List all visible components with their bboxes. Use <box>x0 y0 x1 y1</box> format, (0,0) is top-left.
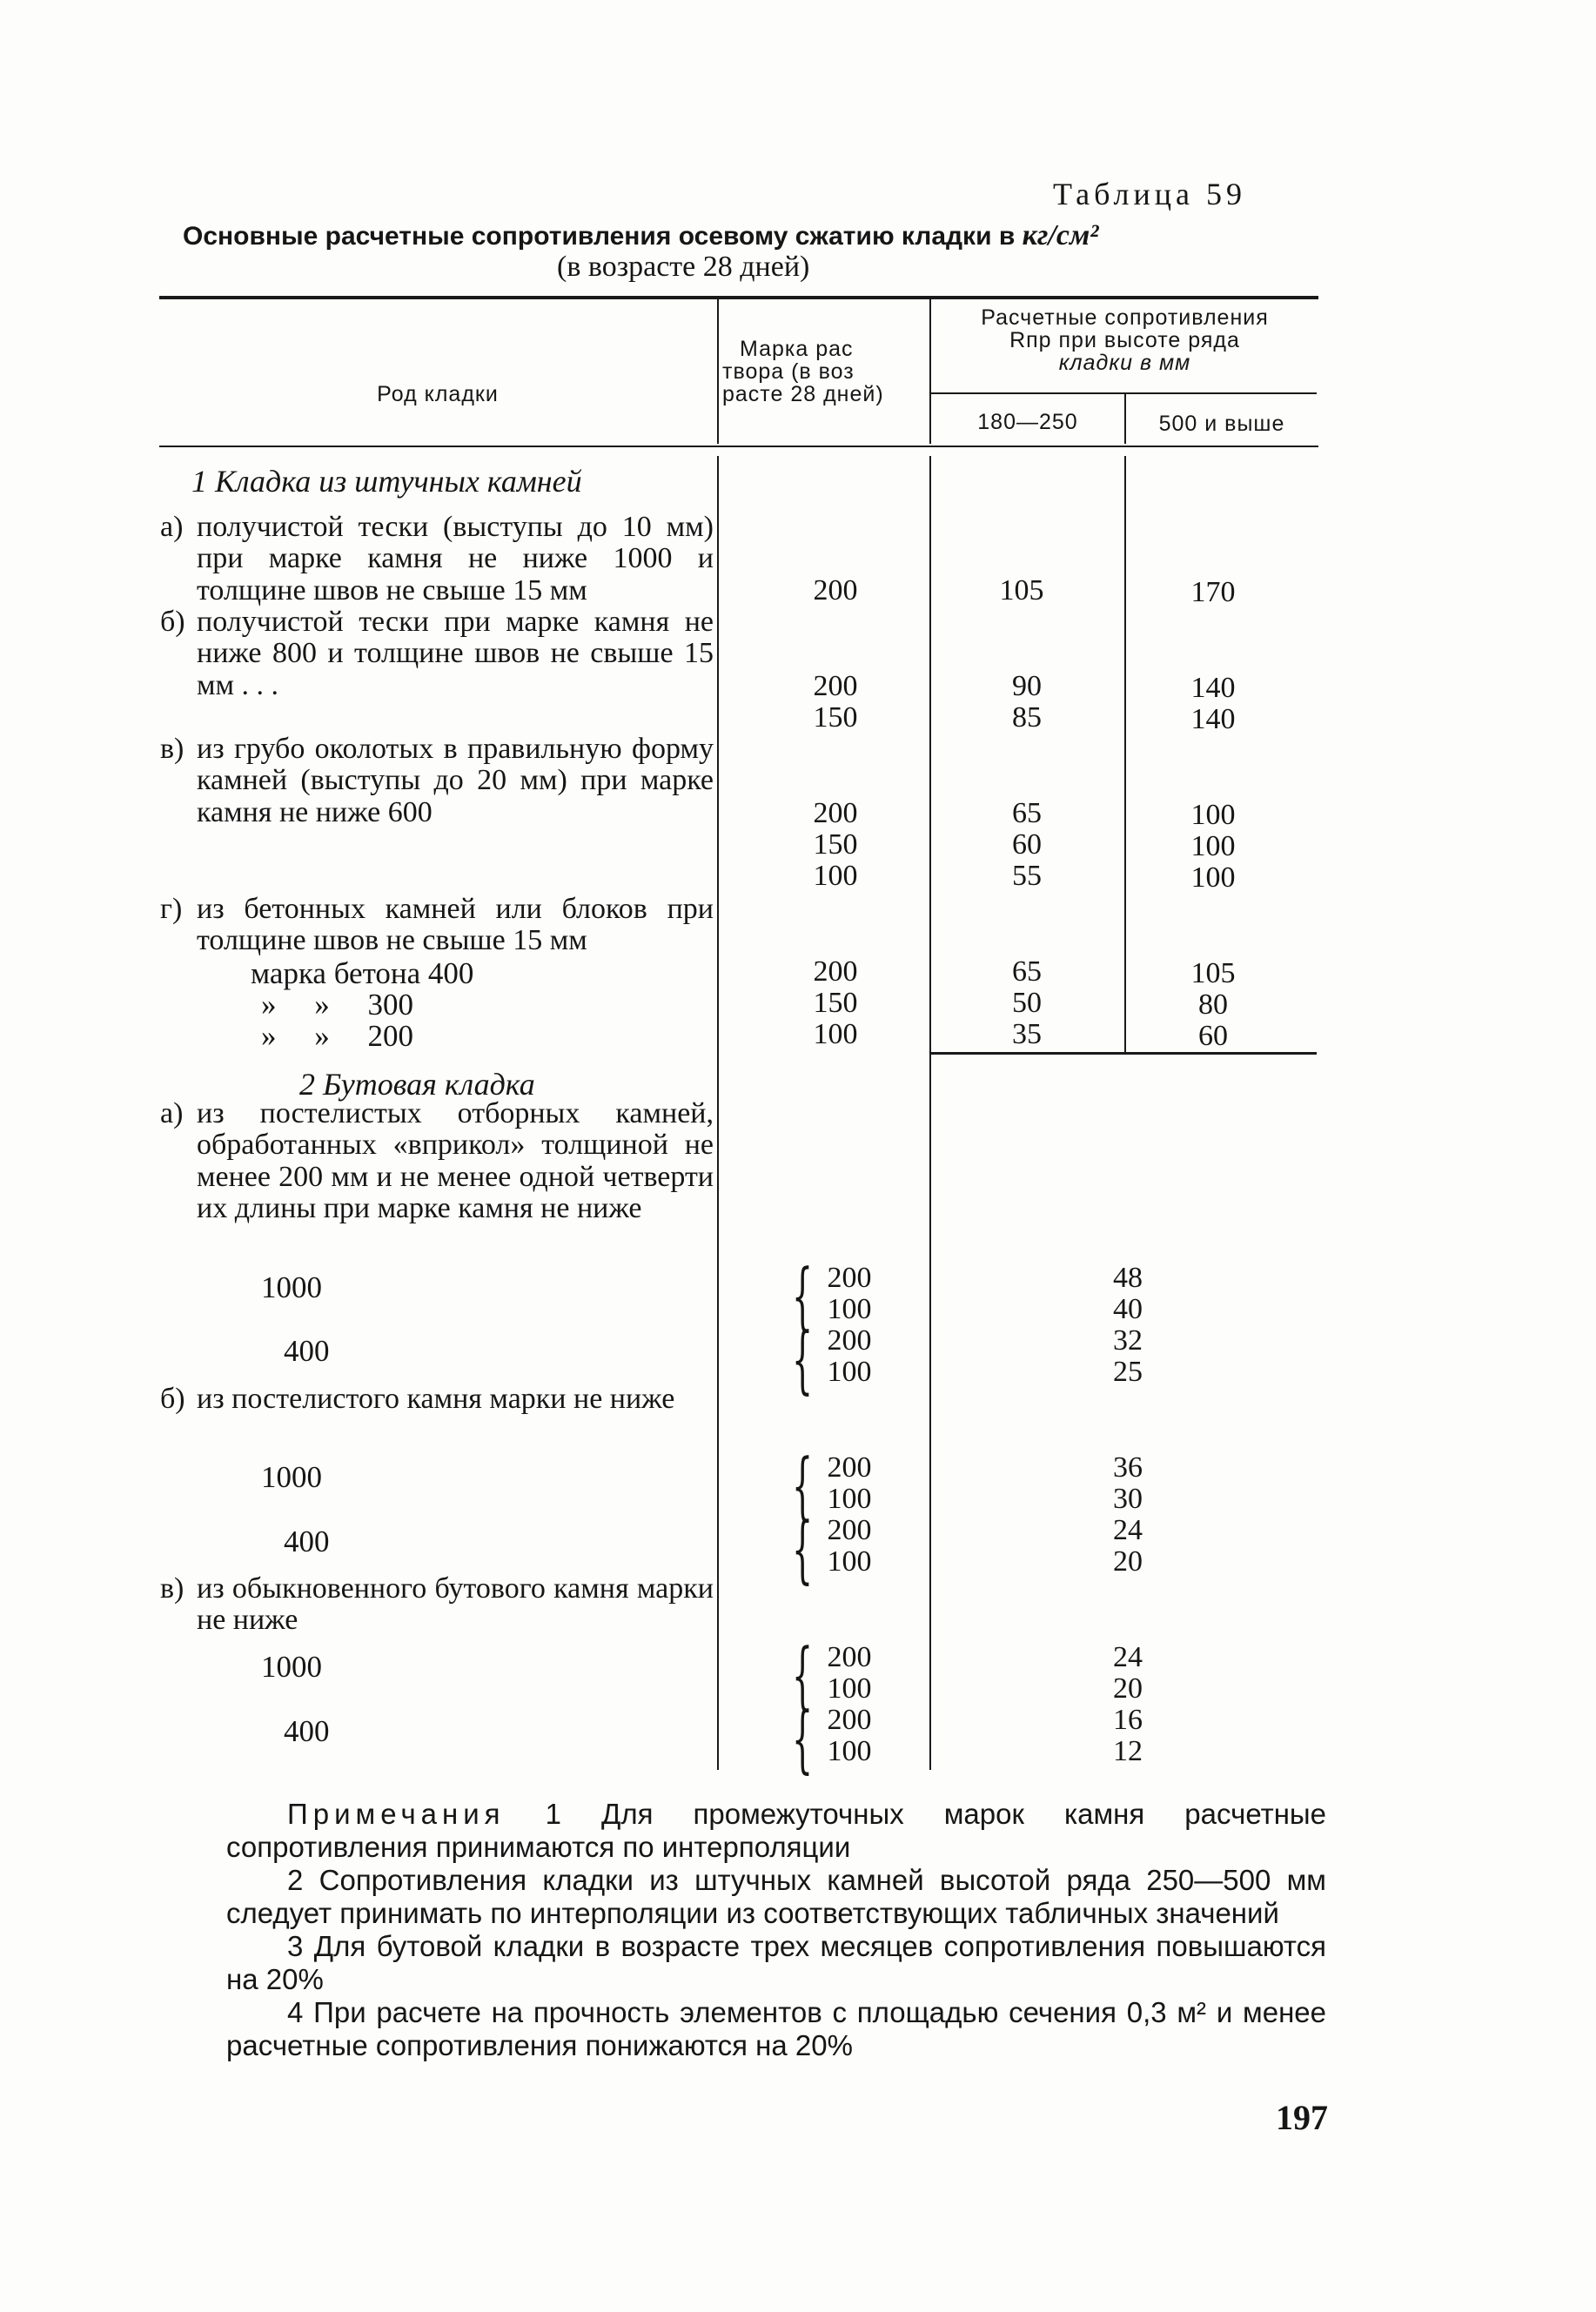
header-col-resistance-line2: Rпр при высоте ряда <box>1009 328 1240 352</box>
cell-2b-value-2: 30 <box>1113 1483 1143 1515</box>
row-2a-label: а) <box>160 1097 184 1129</box>
cell-2b-mark-2: 100 <box>827 1483 872 1515</box>
row-1v-label: в) <box>160 733 184 765</box>
cell-1v-r1-1: 65 <box>1012 797 1042 829</box>
header-col-mortar-line2: твора (в воз <box>722 359 855 384</box>
header-col-mortar-line3: расте 28 дней) <box>722 382 884 406</box>
note-1-text: 1 Для промежуточных марок камня расчетные сопротивления принимаются по интерполяции <box>226 1798 1326 1863</box>
row-2b-stone-1000: 1000 <box>261 1460 322 1494</box>
row-1g-label: г) <box>160 893 183 925</box>
cell-2a-value-4: 25 <box>1113 1356 1143 1388</box>
cell-1a-mark: 200 <box>813 574 858 606</box>
row-2b-text: из постелистого камня марки не ниже <box>197 1383 675 1415</box>
row-2a-stone-400: 400 <box>284 1334 330 1368</box>
cell-1a-r2: 170 <box>1190 576 1236 608</box>
cell-2a-mark-3: 200 <box>827 1324 872 1357</box>
row-1g-sub-300: » » 300 <box>261 988 413 1022</box>
cell-1g-r1-3: 35 <box>1012 1018 1042 1050</box>
cell-1v-r2-2: 100 <box>1190 830 1236 862</box>
cell-2v-mark-2: 100 <box>827 1672 872 1705</box>
cell-1g-mark-2: 150 <box>813 987 858 1019</box>
section2-title: 2 Бутовая кладка <box>299 1067 535 1102</box>
cell-1g-mark-1: 200 <box>813 955 858 988</box>
cell-2a-mark-1: 200 <box>827 1262 872 1294</box>
row-2b-description <box>160 1384 714 1415</box>
cell-1g-r2-2: 80 <box>1198 988 1228 1021</box>
cell-2a-value-1: 48 <box>1113 1262 1143 1294</box>
table-title <box>183 219 1323 252</box>
cell-1b-r1-1: 90 <box>1012 670 1042 702</box>
header-bottom-rule <box>159 446 1318 447</box>
cell-1v-mark-3: 100 <box>813 860 858 892</box>
row-2b-stone-400: 400 <box>284 1525 330 1558</box>
table-top-rule <box>159 296 1318 299</box>
cell-1b-r2-1: 140 <box>1190 672 1236 704</box>
table-notes <box>226 1798 1326 2062</box>
cell-2v-value-1: 24 <box>1113 1641 1143 1673</box>
header-col-mortar-line1: Марка рас <box>740 337 854 361</box>
cell-1b-r1-2: 85 <box>1012 701 1042 734</box>
row-1v-text: из грубо околотых в правильную форму камней (выступы до 20 мм) при марке камня не ниже 600 <box>197 733 714 828</box>
cell-1b-r2-2: 140 <box>1190 703 1236 735</box>
cell-2b-value-1: 36 <box>1113 1451 1143 1484</box>
header-col-kind: Род кладки <box>377 382 499 406</box>
section1-end-rule <box>929 1052 1317 1055</box>
row-1a-label: а) <box>160 511 184 543</box>
row-2v-description <box>160 1573 714 1637</box>
cell-2v-value-4: 12 <box>1113 1735 1143 1767</box>
header-col-resistance-line1: Расчетные сопротивления <box>981 305 1269 330</box>
row-1g-sub-200: » » 200 <box>261 1019 413 1053</box>
row-1b-text: получистой тески при марке камня не ниже 800 и толщине швов не свыше 15 мм . . . <box>197 606 714 701</box>
row-2v-stone-400: 400 <box>284 1714 330 1748</box>
cell-1v-mark-1: 200 <box>813 797 858 829</box>
subheader-rule <box>929 392 1317 394</box>
row-2a-stone-1000: 1000 <box>261 1270 322 1304</box>
row-2b-label: б) <box>160 1383 185 1415</box>
cell-2a-value-2: 40 <box>1113 1293 1143 1325</box>
table-title-unit: кг/см² <box>1022 219 1099 251</box>
row-1g-text: из бетонных камней или блоков при толщине швов не свыше 15 мм <box>197 893 714 957</box>
cell-2a-mark-2: 100 <box>827 1293 872 1325</box>
note-3: 3 Для бутовой кладки в возрасте трех месяцев сопротивления повышаются на 20% <box>226 1930 1326 1995</box>
header-sub-500: 500 и выше <box>1158 412 1285 436</box>
cell-1v-r2-1: 100 <box>1190 799 1236 831</box>
cell-2a-mark-4: 100 <box>827 1356 872 1388</box>
cell-2b-mark-3: 200 <box>827 1514 872 1546</box>
cell-1g-r1-2: 50 <box>1012 987 1042 1019</box>
note-1 <box>226 1798 1326 1864</box>
row-2v-text: из обыкновенного бутового камня марки не ниже <box>197 1572 714 1637</box>
header-sub-180-250: 180—250 <box>977 410 1078 434</box>
cell-1v-mark-2: 150 <box>813 828 858 861</box>
brace-2b-400: { <box>792 1506 814 1592</box>
brace-2v-400: { <box>792 1696 814 1781</box>
page-number: 197 <box>1276 2098 1328 2137</box>
row-2v-stone-1000: 1000 <box>261 1650 322 1684</box>
cell-1v-r1-2: 60 <box>1012 828 1042 861</box>
cell-1v-r1-3: 55 <box>1012 860 1042 892</box>
cell-1g-r2-1: 105 <box>1190 957 1236 989</box>
brace-2a-400: { <box>792 1317 814 1402</box>
row-2a-description <box>160 1098 714 1225</box>
cell-1b-mark-1: 200 <box>813 670 858 702</box>
cell-2b-value-3: 24 <box>1113 1514 1143 1546</box>
cell-2a-value-3: 32 <box>1113 1324 1143 1357</box>
table-title-text: Основные расчетные сопротивления осевому сжатию кладки в <box>183 222 1016 251</box>
row-1v-description <box>160 734 714 828</box>
section1-title: 1 Кладка из штучных камней <box>191 464 582 499</box>
note-2: 2 Сопротивления кладки из штучных камней высотой ряда 250—500 мм следует принимать по интерполяции из соответствующих табличных значений <box>226 1864 1326 1929</box>
row-1b-label: б) <box>160 606 185 638</box>
cell-1a-r1: 105 <box>999 574 1044 606</box>
cell-1b-mark-2: 150 <box>813 701 858 734</box>
header-col-mortar <box>722 338 928 405</box>
col-divider-1 <box>717 299 719 444</box>
cell-2b-mark-1: 200 <box>827 1451 872 1484</box>
cell-2v-value-3: 16 <box>1113 1704 1143 1736</box>
cell-1v-r2-3: 100 <box>1190 861 1236 894</box>
row-1a-text: получистой тески (выступы до 10 мм) при марке камня не ниже 1000 и толщине швов не свыше 15 мм <box>197 511 714 606</box>
cell-1g-r1-1: 65 <box>1012 955 1042 988</box>
cell-2v-mark-3: 200 <box>827 1704 872 1736</box>
row-2v-label: в) <box>160 1572 184 1605</box>
cell-2b-mark-4: 100 <box>827 1545 872 1578</box>
table-subtitle: (в возрасте 28 дней) <box>557 251 810 283</box>
row-1a-description <box>160 512 714 606</box>
notes-heading: Примечания <box>287 1798 506 1830</box>
cell-2b-value-4: 20 <box>1113 1545 1143 1578</box>
brace-2a-1000: { <box>792 1253 814 1338</box>
note-4: 4 При расчете на прочность элементов с площадью сечения 0,3 м² и менее расчетные сопротивления понижаются на 20% <box>226 1996 1326 2061</box>
row-1g-sub-400: марка бетона 400 <box>251 956 474 990</box>
header-col-resistance-line3: кладки в мм <box>1058 351 1191 375</box>
body-col-divider-1 <box>717 456 719 1770</box>
header-col-resistance <box>931 306 1318 374</box>
cell-2v-value-2: 20 <box>1113 1672 1143 1705</box>
table-number: Таблица 59 <box>1053 177 1246 211</box>
brace-2v-1000: { <box>792 1632 814 1718</box>
body-col-divider-3 <box>1124 456 1126 1053</box>
row-1g-description <box>160 894 714 957</box>
cell-2v-mark-4: 100 <box>827 1735 872 1767</box>
row-1b-description <box>160 606 714 701</box>
brace-2b-1000: { <box>792 1443 814 1528</box>
body-col-divider-2 <box>929 456 931 1770</box>
cell-1g-mark-3: 100 <box>813 1018 858 1050</box>
cell-2v-mark-1: 200 <box>827 1641 872 1673</box>
cell-1g-r2-3: 60 <box>1198 1020 1228 1052</box>
row-2a-text: из постелистых отборных камней, обработанных «вприкол» толщиной не менее 200 мм и не менее одной четверти их длины при марке камня не ниже <box>197 1097 714 1225</box>
